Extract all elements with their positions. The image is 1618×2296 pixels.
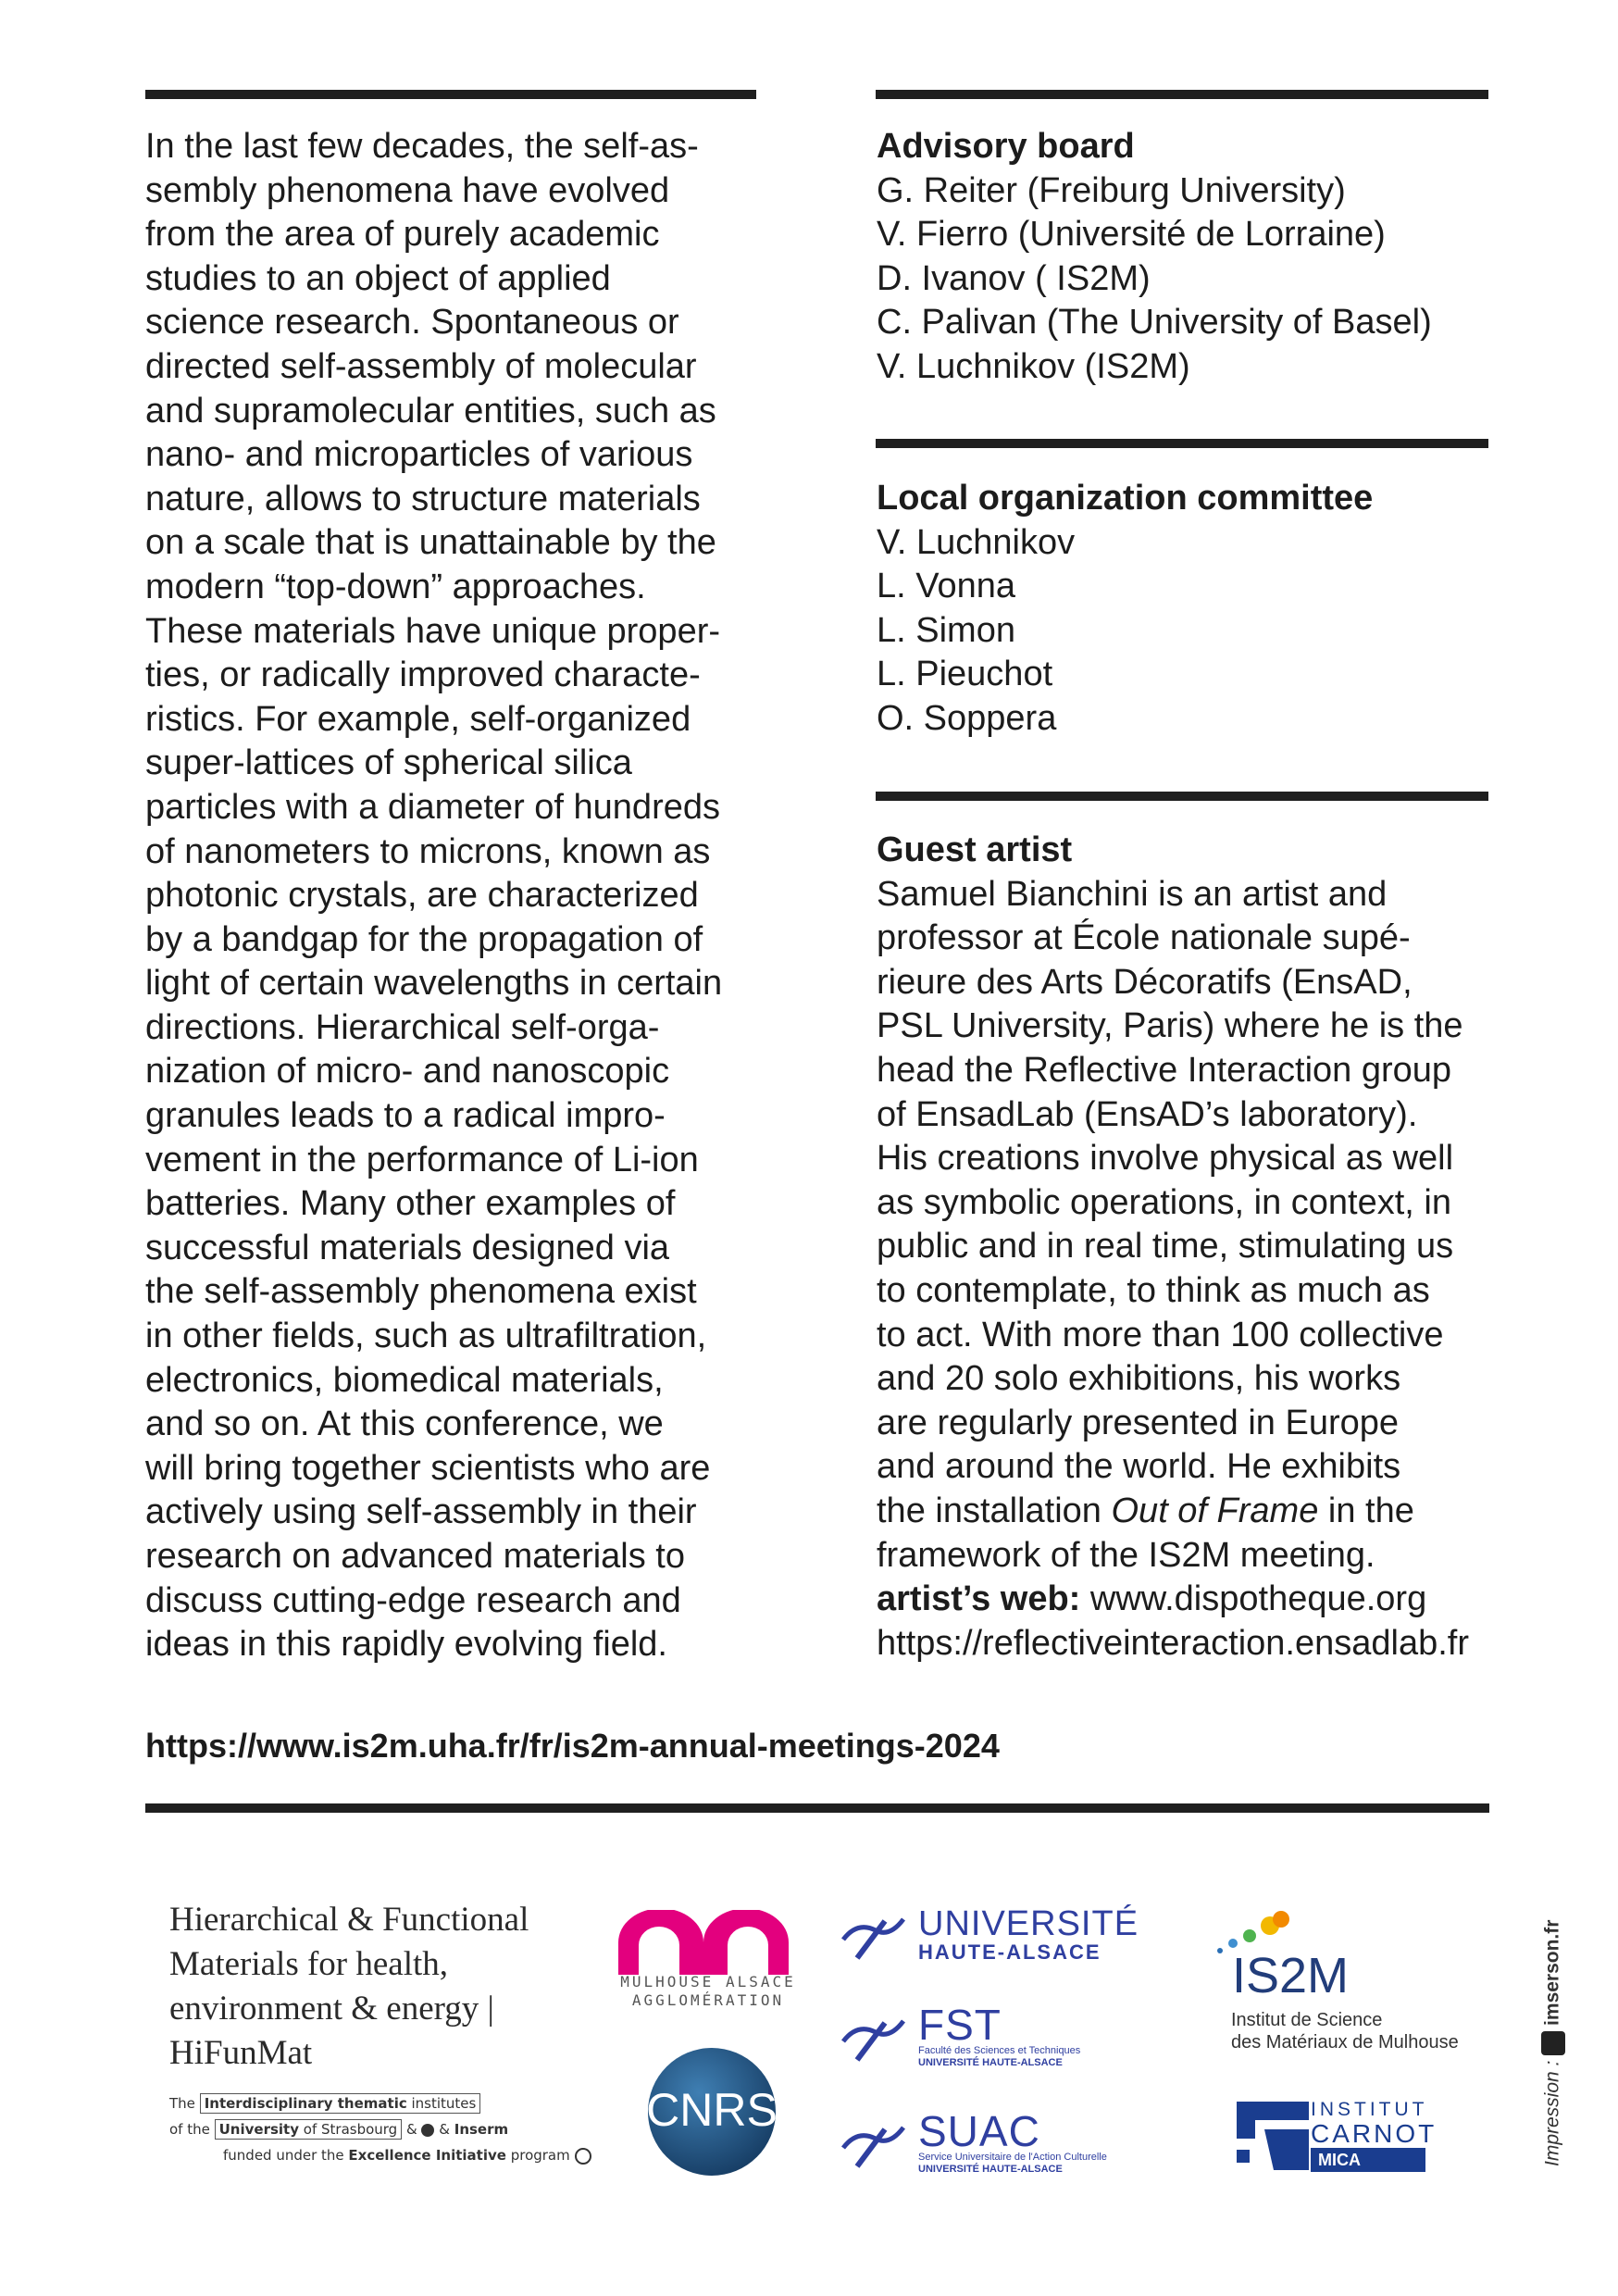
intro-line: research on advanced materials to xyxy=(145,1537,685,1576)
guest-bio-line: and 20 solo exhibitions, his works xyxy=(877,1359,1401,1399)
advisory-member: D. Ivanov ( IS2M) xyxy=(877,258,1151,298)
local-member: L. Simon xyxy=(877,610,1015,650)
intro-line: super-lattices of spherical silica xyxy=(145,743,632,783)
intro-line: modern “top-down” approaches. xyxy=(145,567,646,606)
mulhouse-line1: MULHOUSE ALSACE xyxy=(620,1973,796,1990)
intro-line: electronics, biomedical materials, xyxy=(145,1360,664,1400)
printer-credit xyxy=(1541,1920,1565,2166)
suac-swoosh-icon xyxy=(834,2120,917,2176)
credit-university-rest: of Strasbourg xyxy=(299,2121,398,2138)
intro-line: granules leads to a radical impro- xyxy=(145,1096,666,1136)
rule-local-bottom xyxy=(876,792,1488,801)
advisory-member: C. Palivan (The University of Basel) xyxy=(877,303,1432,343)
credit-institutes-bold: Interdisciplinary thematic xyxy=(204,2095,407,2112)
local-members xyxy=(877,521,1506,742)
mulhouse-line2: AGGLOMÉRATION xyxy=(631,1991,785,2009)
rule-top-right xyxy=(876,90,1488,99)
credit-the: The xyxy=(169,2095,195,2112)
hifunmat-credits xyxy=(169,2090,591,2168)
intro-line: In the last few decades, the self-as- xyxy=(145,127,699,166)
hifunmat-line: environment & energy | xyxy=(169,1990,494,2028)
suac-line2: UNIVERSITÉ HAUTE-ALSACE xyxy=(918,2164,1063,2175)
intro-line: These materials have unique proper- xyxy=(145,611,721,651)
guest-installation-line xyxy=(877,1490,1515,1534)
fst-logo-text xyxy=(918,2001,1081,2069)
is2m-subtitle xyxy=(1231,2009,1459,2053)
printer-logo-icon xyxy=(1541,2031,1565,2055)
uha-line2: HAUTE-ALSACE xyxy=(918,1940,1101,1964)
artist-web-url-2[interactable]: https://reflectiveinteraction.ensadlab.fr xyxy=(877,1623,1470,1663)
suac-name: SUAC xyxy=(918,2107,1040,2155)
advisory-board xyxy=(877,125,1506,390)
advisory-heading: Advisory board xyxy=(877,127,1135,166)
guest-bio-line: His creations involve physical as well xyxy=(877,1139,1454,1179)
guest-bio-line: to contemplate, to think as much as xyxy=(877,1270,1430,1310)
intro-line: discuss cutting-edge research and xyxy=(145,1580,681,1620)
guest-bio-line: as symbolic operations, in context, in xyxy=(877,1182,1451,1222)
intro-line: nization of micro- and nanoscopic xyxy=(145,1052,670,1092)
local-committee xyxy=(877,477,1506,742)
guest-bio-line: are regularly presented in Europe xyxy=(877,1403,1400,1442)
guest-bio-line: PSL University, Paris) where he is the xyxy=(877,1006,1463,1046)
intro-line: ristics. For example, self-organized xyxy=(145,699,691,739)
guest-bio xyxy=(877,873,1515,1490)
intro-line: on a scale that is unattainable by the xyxy=(145,523,716,563)
guest-bio-line: and around the world. He exhibits xyxy=(877,1447,1401,1487)
artist-web-url-1[interactable]: www.dispotheque.org xyxy=(1080,1579,1427,1619)
intro-line: successful materials designed via xyxy=(145,1228,670,1267)
advisory-members xyxy=(877,169,1506,390)
advisory-member: G. Reiter (Freiburg University) xyxy=(877,170,1346,210)
guest-bio-line: to act. With more than 100 collective xyxy=(877,1315,1444,1354)
intro-line: science research. Spontaneous or xyxy=(145,303,679,343)
guest-bio-line: head the Reflective Interaction group xyxy=(877,1050,1452,1090)
intro-line: directed self-assembly of molecular xyxy=(145,346,697,386)
intro-line: nano- and microparticles of various xyxy=(145,435,693,475)
installation-title: Out of Frame xyxy=(1111,1491,1319,1530)
intro-line: of nanometers to microns, known as xyxy=(145,831,711,871)
intro-line: will bring together scientists who are xyxy=(145,1448,711,1488)
intro-line: and supramolecular entities, such as xyxy=(145,391,716,430)
idex-circle-icon xyxy=(575,2148,591,2165)
suac-logo-text xyxy=(918,2107,1107,2176)
hifunmat-line: Materials for health, xyxy=(169,1945,449,1983)
intro-text xyxy=(145,125,775,1667)
carnot-mica-badge: MICA xyxy=(1311,2148,1425,2172)
intro-line: sembly phenomena have evolved xyxy=(145,170,670,210)
guest-artist xyxy=(877,829,1515,1666)
intro-line: batteries. Many other examples of xyxy=(145,1184,676,1224)
meeting-url[interactable]: https://www.is2m.uha.fr/fr/is2m-annual-meetings-2024 xyxy=(145,1727,1000,1765)
artist-web-line xyxy=(877,1578,1515,1622)
intro-line: studies to an object of applied xyxy=(145,258,611,298)
is2m-line2: des Matériaux de Mulhouse xyxy=(1231,2032,1459,2053)
mulhouse-text xyxy=(611,1973,805,2010)
artist-web-label: artist’s web: xyxy=(877,1579,1081,1619)
local-member: V. Luchnikov xyxy=(877,522,1076,562)
cnrs-logo-text: CNRS xyxy=(646,2084,778,2136)
local-member: O. Soppera xyxy=(877,698,1057,738)
guest-bio-line: Samuel Bianchini is an artist and xyxy=(877,874,1388,914)
printer-name: imserson.fr xyxy=(1541,1919,1563,2026)
suac-line1: Service Universitaire de l'Action Culturelle xyxy=(918,2152,1107,2163)
guest-bio-line: of EnsadLab (EnsAD’s laboratory). xyxy=(877,1094,1418,1134)
intro-line: ideas in this rapidly evolving field. xyxy=(145,1625,667,1665)
intro-line: and so on. At this conference, we xyxy=(145,1404,664,1444)
carnot-line2: CARNOT xyxy=(1311,2119,1438,2148)
fst-swoosh-icon xyxy=(834,2014,917,2069)
credit-inserm: Inserm xyxy=(454,2121,509,2138)
guest-bio-line: professor at École nationale supé- xyxy=(877,918,1411,958)
intro-line: light of certain wavelengths in certain xyxy=(145,964,723,1004)
hifunmat-title xyxy=(169,1898,529,2076)
credit-institutes-box xyxy=(200,2093,481,2114)
credit-funded-bold: Excellence Initiative xyxy=(348,2147,506,2164)
rule-advisory-bottom xyxy=(876,439,1488,448)
cnrs-mini-icon xyxy=(421,2124,434,2137)
intro-line: from the area of purely academic xyxy=(145,215,660,255)
credit-funded-prefix: funded under the xyxy=(223,2147,349,2164)
hifunmat-credit-line-2 xyxy=(169,2116,591,2142)
credit-amp: & xyxy=(439,2121,450,2138)
fst-line2: UNIVERSITÉ HAUTE-ALSACE xyxy=(918,2057,1063,2068)
credit-amp: & xyxy=(405,2121,417,2138)
local-heading: Local organization committee xyxy=(877,479,1374,518)
intro-line: directions. Hierarchical self-orga- xyxy=(145,1007,660,1047)
hifunmat-line: HiFunMat xyxy=(169,2034,313,2072)
carnot-mark-icon xyxy=(1237,2102,1309,2170)
carnot-text xyxy=(1311,2100,1437,2148)
intro-line: in other fields, such as ultrafiltration, xyxy=(145,1316,707,1356)
hifunmat-credit-line-1 xyxy=(169,2090,591,2116)
fst-name: FST xyxy=(918,2001,1002,2049)
hifunmat-line: Hierarchical & Functional xyxy=(169,1901,529,1939)
uha-swoosh-icon xyxy=(834,1912,917,1967)
rule-top-left xyxy=(145,90,756,99)
guest-bio-line: rieure des Arts Décoratifs (EnsAD, xyxy=(877,962,1413,1002)
advisory-member: V. Fierro (Université de Lorraine) xyxy=(877,215,1386,255)
credit-funded-suffix: program xyxy=(505,2147,570,2164)
credit-institutes-rest: institutes xyxy=(406,2095,477,2112)
intro-line: the self-assembly phenomena exist xyxy=(145,1272,697,1312)
intro-line: particles with a diameter of hundreds xyxy=(145,787,720,827)
intro-line: ties, or radically improved characte- xyxy=(145,655,701,695)
installation-suffix: in the xyxy=(1318,1491,1414,1530)
hifunmat-credit-line-3 xyxy=(169,2142,591,2168)
local-member: L. Pieuchot xyxy=(877,655,1053,694)
installation-prefix: the installation xyxy=(877,1491,1112,1530)
mulhouse-m-logo xyxy=(611,1910,796,1975)
guest-last-line: framework of the IS2M meeting. xyxy=(877,1535,1375,1575)
advisory-member: V. Luchnikov (IS2M) xyxy=(877,346,1190,386)
fst-line1: Faculté des Sciences et Techniques xyxy=(918,2045,1081,2056)
intro-line: photonic crystals, are characterized xyxy=(145,876,699,916)
carnot-line1: INSTITUT xyxy=(1311,2099,1428,2120)
intro-line: actively using self-assembly in their xyxy=(145,1492,697,1532)
guest-heading: Guest artist xyxy=(877,830,1073,869)
uha-logo-text xyxy=(918,1904,1139,1965)
intro-paragraph xyxy=(145,125,775,1667)
printer-label: Impression : xyxy=(1541,2060,1563,2166)
intro-line: nature, allows to structure materials xyxy=(145,479,701,518)
local-member: L. Vonna xyxy=(877,567,1016,606)
guest-bio-line: public and in real time, stimulating us xyxy=(877,1227,1454,1267)
intro-line: vement in the performance of Li-ion xyxy=(145,1140,699,1179)
cnrs-logo xyxy=(646,2046,778,2177)
uha-line1: UNIVERSITÉ xyxy=(918,1904,1139,1943)
is2m-line1: Institut de Science xyxy=(1231,2010,1383,2030)
intro-line: by a bandgap for the propagation of xyxy=(145,919,703,959)
rule-footer-top xyxy=(145,1803,1489,1813)
credit-university-box xyxy=(215,2119,403,2140)
credit-university-bold: University xyxy=(218,2121,299,2138)
is2m-name: IS2M xyxy=(1232,1948,1350,2003)
credit-of-the: of the xyxy=(169,2121,210,2138)
